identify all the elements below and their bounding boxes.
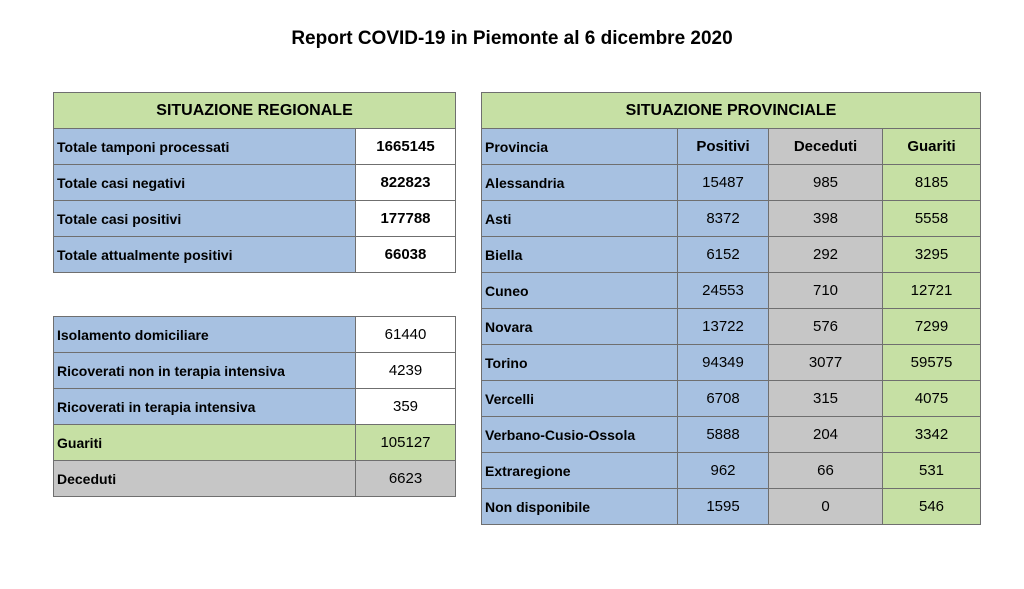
row-label: Ricoverati in terapia intensiva bbox=[54, 389, 356, 425]
row-value: 6623 bbox=[356, 461, 456, 497]
guariti-value: 3295 bbox=[883, 237, 981, 273]
guariti-value: 7299 bbox=[883, 309, 981, 345]
province-name: Extraregione bbox=[482, 453, 678, 489]
table-row bbox=[54, 165, 456, 201]
row-label: Isolamento domiciliare bbox=[54, 317, 356, 353]
deceduti-value: 3077 bbox=[769, 345, 883, 381]
table-row bbox=[54, 425, 456, 461]
deceduti-value: 985 bbox=[769, 165, 883, 201]
row-value: 1665145 bbox=[356, 129, 456, 165]
guariti-value: 12721 bbox=[883, 273, 981, 309]
row-label: Ricoverati non in terapia intensiva bbox=[54, 353, 356, 389]
deceduti-value: 398 bbox=[769, 201, 883, 237]
provincial-table bbox=[481, 92, 981, 525]
row-value: 822823 bbox=[356, 165, 456, 201]
row-label: Guariti bbox=[54, 425, 356, 461]
deceduti-value: 204 bbox=[769, 417, 883, 453]
table-row bbox=[482, 417, 981, 453]
table-row bbox=[482, 237, 981, 273]
provincial-header: SITUAZIONE PROVINCIALE bbox=[482, 93, 981, 129]
guariti-value: 546 bbox=[883, 489, 981, 525]
row-value: 359 bbox=[356, 389, 456, 425]
guariti-value: 5558 bbox=[883, 201, 981, 237]
positivi-value: 15487 bbox=[678, 165, 769, 201]
table-row bbox=[482, 273, 981, 309]
positivi-value: 13722 bbox=[678, 309, 769, 345]
table-row bbox=[54, 129, 456, 165]
table-row bbox=[482, 165, 981, 201]
row-label: Deceduti bbox=[54, 461, 356, 497]
table-row bbox=[54, 201, 456, 237]
row-value: 105127 bbox=[356, 425, 456, 461]
table-row bbox=[482, 345, 981, 381]
province-name: Biella bbox=[482, 237, 678, 273]
row-label: Totale casi positivi bbox=[54, 201, 356, 237]
row-label: Totale tamponi processati bbox=[54, 129, 356, 165]
deceduti-value: 576 bbox=[769, 309, 883, 345]
table-row bbox=[482, 381, 981, 417]
table-row bbox=[482, 201, 981, 237]
province-name: Non disponibile bbox=[482, 489, 678, 525]
report-title: Report COVID-19 in Piemonte al 6 dicembre 2020 bbox=[291, 28, 733, 49]
deceduti-value: 710 bbox=[769, 273, 883, 309]
row-value: 66038 bbox=[356, 237, 456, 273]
province-name: Novara bbox=[482, 309, 678, 345]
column-header-provincia: Provincia bbox=[482, 129, 678, 165]
column-header-row bbox=[482, 129, 981, 165]
guariti-value: 59575 bbox=[883, 345, 981, 381]
table-row bbox=[54, 389, 456, 425]
table-row bbox=[54, 237, 456, 273]
positivi-value: 6708 bbox=[678, 381, 769, 417]
positivi-value: 962 bbox=[678, 453, 769, 489]
province-name: Verbano-Cusio-Ossola bbox=[482, 417, 678, 453]
guariti-value: 3342 bbox=[883, 417, 981, 453]
column-header-guariti: Guariti bbox=[883, 129, 981, 165]
table-row bbox=[482, 489, 981, 525]
positivi-value: 8372 bbox=[678, 201, 769, 237]
positivi-value: 1595 bbox=[678, 489, 769, 525]
province-name: Torino bbox=[482, 345, 678, 381]
table-row bbox=[482, 309, 981, 345]
row-label: Totale casi negativi bbox=[54, 165, 356, 201]
deceduti-value: 66 bbox=[769, 453, 883, 489]
positivi-value: 94349 bbox=[678, 345, 769, 381]
table-row bbox=[54, 353, 456, 389]
column-header-deceduti: Deceduti bbox=[769, 129, 883, 165]
column-header-positivi: Positivi bbox=[678, 129, 769, 165]
table-row bbox=[54, 317, 456, 353]
deceduti-value: 0 bbox=[769, 489, 883, 525]
deceduti-value: 292 bbox=[769, 237, 883, 273]
row-value: 61440 bbox=[356, 317, 456, 353]
row-value: 4239 bbox=[356, 353, 456, 389]
province-name: Cuneo bbox=[482, 273, 678, 309]
positivi-value: 5888 bbox=[678, 417, 769, 453]
row-label: Totale attualmente positivi bbox=[54, 237, 356, 273]
positivi-value: 24553 bbox=[678, 273, 769, 309]
regional-header: SITUAZIONE REGIONALE bbox=[54, 93, 456, 129]
row-value: 177788 bbox=[356, 201, 456, 237]
table-row bbox=[482, 453, 981, 489]
province-name: Asti bbox=[482, 201, 678, 237]
guariti-value: 531 bbox=[883, 453, 981, 489]
deceduti-value: 315 bbox=[769, 381, 883, 417]
province-name: Vercelli bbox=[482, 381, 678, 417]
guariti-value: 4075 bbox=[883, 381, 981, 417]
regional-details-table bbox=[53, 316, 456, 497]
positivi-value: 6152 bbox=[678, 237, 769, 273]
table-row bbox=[54, 461, 456, 497]
regional-summary-table bbox=[53, 92, 456, 273]
province-name: Alessandria bbox=[482, 165, 678, 201]
guariti-value: 8185 bbox=[883, 165, 981, 201]
